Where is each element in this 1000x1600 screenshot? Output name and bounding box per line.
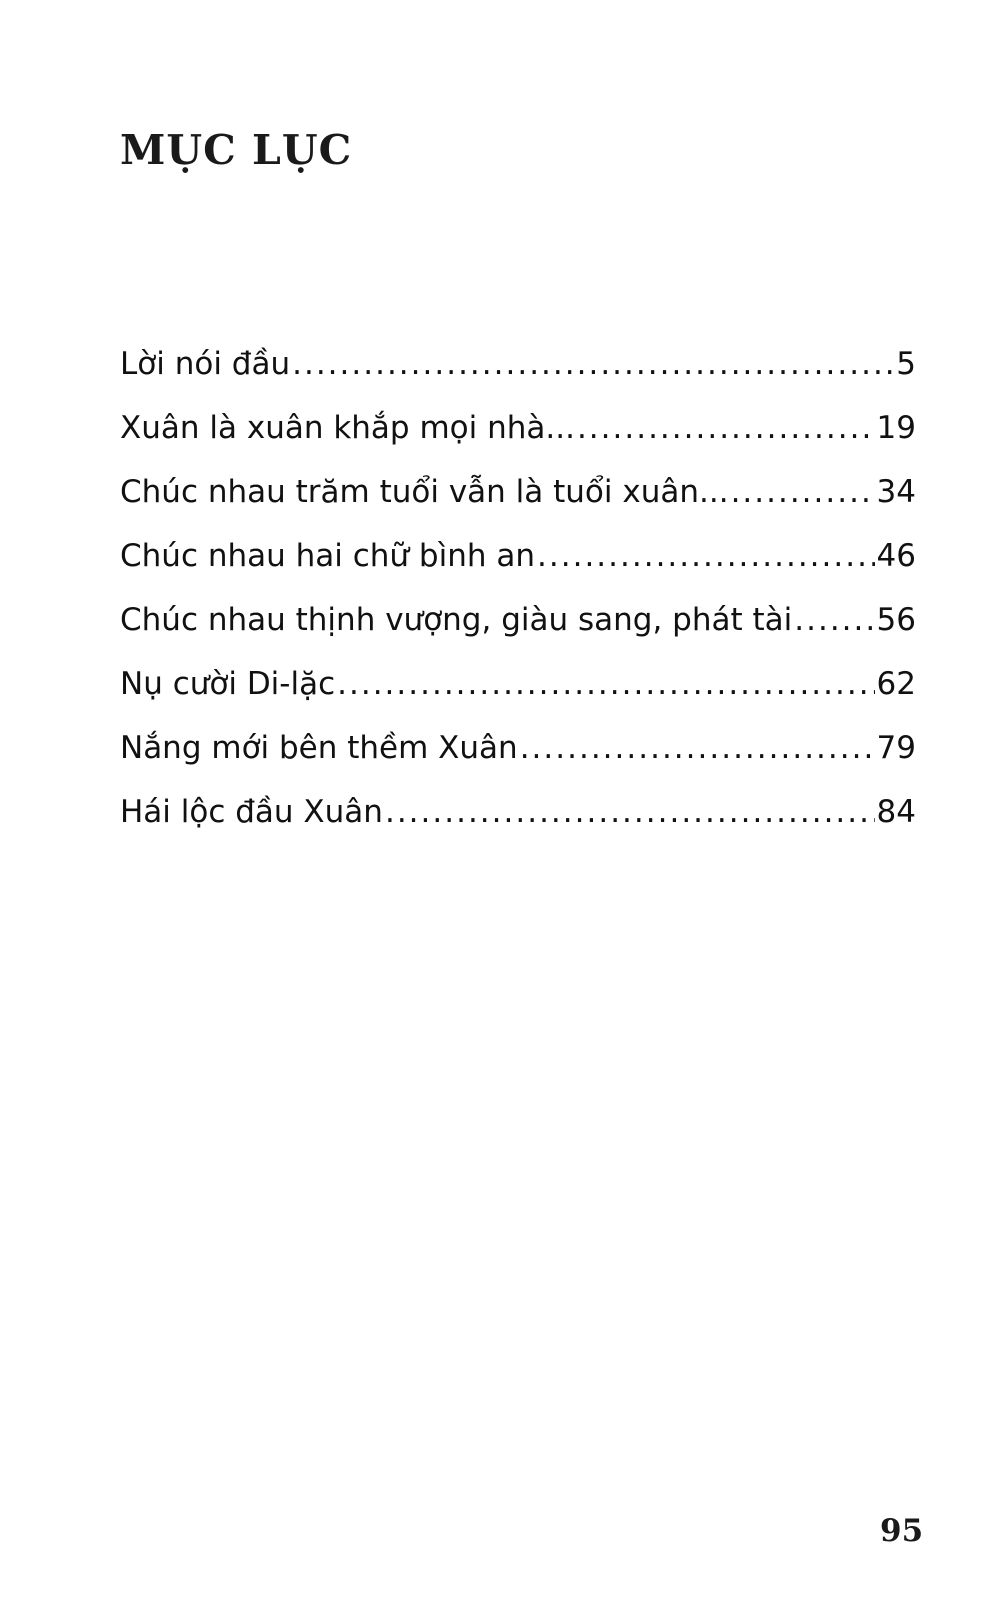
toc-entry	[120, 332, 916, 396]
toc-entry-title: Chúc nhau thịnh vượng, giàu sang, phát tài	[120, 602, 793, 638]
toc-entry	[120, 652, 916, 716]
dot-leader	[520, 716, 875, 780]
toc-entry-title: Nắng mới bên thềm Xuân	[120, 730, 518, 766]
toc-entry-page: 5	[896, 346, 916, 382]
toc-entry	[120, 716, 916, 780]
dot-leader	[537, 524, 875, 588]
toc-entry-title: Hái lộc đầu Xuân	[120, 794, 383, 830]
toc-entry	[120, 396, 916, 460]
dot-leader	[577, 396, 875, 460]
toc-entry-page: 34	[876, 474, 916, 510]
toc-entry-title: Chúc nhau hai chữ bình an	[120, 538, 536, 574]
toc-entry-page: 46	[876, 538, 916, 574]
table-of-contents	[120, 332, 916, 844]
toc-entry-title: Nụ cười Di-lặc	[120, 666, 336, 702]
toc-entry	[120, 524, 916, 588]
dot-leader	[385, 780, 875, 844]
page-number: 95	[880, 1513, 924, 1549]
toc-entry	[120, 780, 916, 844]
toc-entry-page: 62	[876, 666, 916, 702]
toc-entry-title: Chúc nhau trăm tuổi vẫn là tuổi xuân...	[120, 474, 729, 510]
page-title: MỤC LỤC	[120, 126, 353, 174]
toc-entry	[120, 460, 916, 524]
toc-entry-title: Xuân là xuân khắp mọi nhà...	[120, 410, 575, 446]
toc-entry	[120, 588, 916, 652]
toc-entry-page: 56	[876, 602, 916, 638]
toc-entry-title: Lời nói đầu	[120, 346, 291, 382]
toc-entry-page: 79	[876, 730, 916, 766]
toc-entry-page: 19	[876, 410, 916, 446]
toc-entry-page: 84	[876, 794, 916, 830]
dot-leader	[794, 588, 874, 652]
dot-leader	[292, 332, 894, 396]
dot-leader	[731, 460, 875, 524]
dot-leader	[337, 652, 874, 716]
